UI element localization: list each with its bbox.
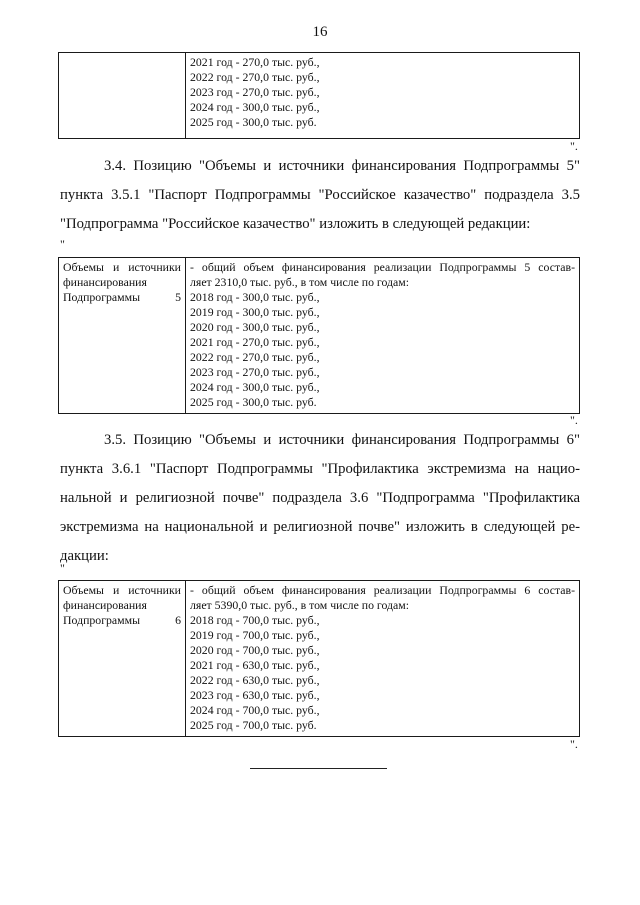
year-line: 2021 год - 270,0 тыс. руб.,	[190, 335, 320, 349]
table-cell-label	[59, 258, 186, 414]
paragraph-line: пункта 3.6.1 "Паспорт Подпрограммы "Профилактика экстремизма на нацио-	[60, 461, 580, 477]
table-cell-values	[186, 53, 580, 139]
total-line: - общий объем финансирования реализации Подпрограммы 5 состав-	[190, 260, 575, 274]
label-line: Объемы и источники	[63, 583, 181, 597]
year-line: 2023 год - 270,0 тыс. руб.,	[190, 365, 320, 379]
page-number: 16	[312, 24, 328, 40]
total-line: ляет 2310,0 тыс. руб., в том числе по годам:	[190, 275, 410, 289]
label-line: Подпрограммы 6	[63, 613, 181, 627]
year-line: 2018 год - 700,0 тыс. руб.,	[190, 613, 320, 627]
paragraph-line: "Подпрограмма "Российское казачество" изложить в следующей редакции:	[60, 216, 531, 232]
year-line: 2025 год - 700,0 тыс. руб.	[190, 718, 317, 732]
paragraph-line: экстремизма на национальной и религиозной почве" изложить в следующей ре-	[60, 519, 580, 535]
label-line: финансирования	[63, 275, 147, 289]
paragraph-line: нальной и религиозной почве" подраздела 3.6 "Подпрограмма "Профилактика	[60, 490, 580, 506]
label-line: Подпрограммы 5	[63, 290, 181, 304]
year-line: 2024 год - 300,0 тыс. руб.,	[190, 380, 320, 394]
table-cell-label	[59, 53, 186, 139]
year-line: 2020 год - 700,0 тыс. руб.,	[190, 643, 320, 657]
year-line: 2022 год - 630,0 тыс. руб.,	[190, 673, 320, 687]
year-line: 2025 год - 300,0 тыс. руб.	[190, 115, 317, 129]
label-line: Объемы и источники	[63, 260, 181, 274]
paragraph-3-4	[60, 152, 580, 239]
year-line: 2021 год - 270,0 тыс. руб.,	[190, 55, 320, 69]
table-cell-values	[186, 258, 580, 414]
open-quote: "	[60, 237, 65, 251]
table-cell-values	[186, 581, 580, 737]
table-subprogram-6	[58, 580, 580, 737]
table-row	[59, 53, 580, 139]
table-continuation	[58, 52, 580, 139]
year-line: 2025 год - 300,0 тыс. руб.	[190, 395, 317, 409]
paragraph-line: пункта 3.5.1 "Паспорт Подпрограммы "Российское казачество" подраздела 3.5	[60, 187, 580, 203]
year-line: 2019 год - 700,0 тыс. руб.,	[190, 628, 320, 642]
paragraph-3-5	[60, 426, 580, 571]
year-line: 2023 год - 630,0 тыс. руб.,	[190, 688, 320, 702]
footer-divider	[250, 768, 387, 769]
paragraph-line: 3.5. Позицию "Объемы и источники финансирования Подпрограммы 6"	[104, 432, 580, 448]
year-line: 2022 год - 270,0 тыс. руб.,	[190, 350, 320, 364]
label-line: финансирования	[63, 598, 147, 612]
paragraph-line: 3.4. Позицию "Объемы и источники финансирования Подпрограммы 5"	[104, 158, 580, 174]
year-line: 2019 год - 300,0 тыс. руб.,	[190, 305, 320, 319]
close-quote: ".	[570, 413, 578, 427]
close-quote: ".	[570, 737, 578, 751]
table-cell-label	[59, 581, 186, 737]
year-line: 2024 год - 300,0 тыс. руб.,	[190, 100, 320, 114]
year-line: 2023 год - 270,0 тыс. руб.,	[190, 85, 320, 99]
table-row	[59, 258, 580, 414]
total-line: - общий объем финансирования реализации Подпрограммы 6 состав-	[190, 583, 575, 597]
year-line: 2020 год - 300,0 тыс. руб.,	[190, 320, 320, 334]
close-quote: ".	[570, 139, 578, 153]
year-line: 2022 год - 270,0 тыс. руб.,	[190, 70, 320, 84]
year-line: 2021 год - 630,0 тыс. руб.,	[190, 658, 320, 672]
table-row	[59, 581, 580, 737]
open-quote: "	[60, 561, 65, 575]
table-subprogram-5	[58, 257, 580, 414]
year-line: 2018 год - 300,0 тыс. руб.,	[190, 290, 320, 304]
total-line: ляет 5390,0 тыс. руб., в том числе по годам:	[190, 598, 410, 612]
year-line: 2024 год - 700,0 тыс. руб.,	[190, 703, 320, 717]
paragraph-line: дакции:	[60, 548, 109, 564]
